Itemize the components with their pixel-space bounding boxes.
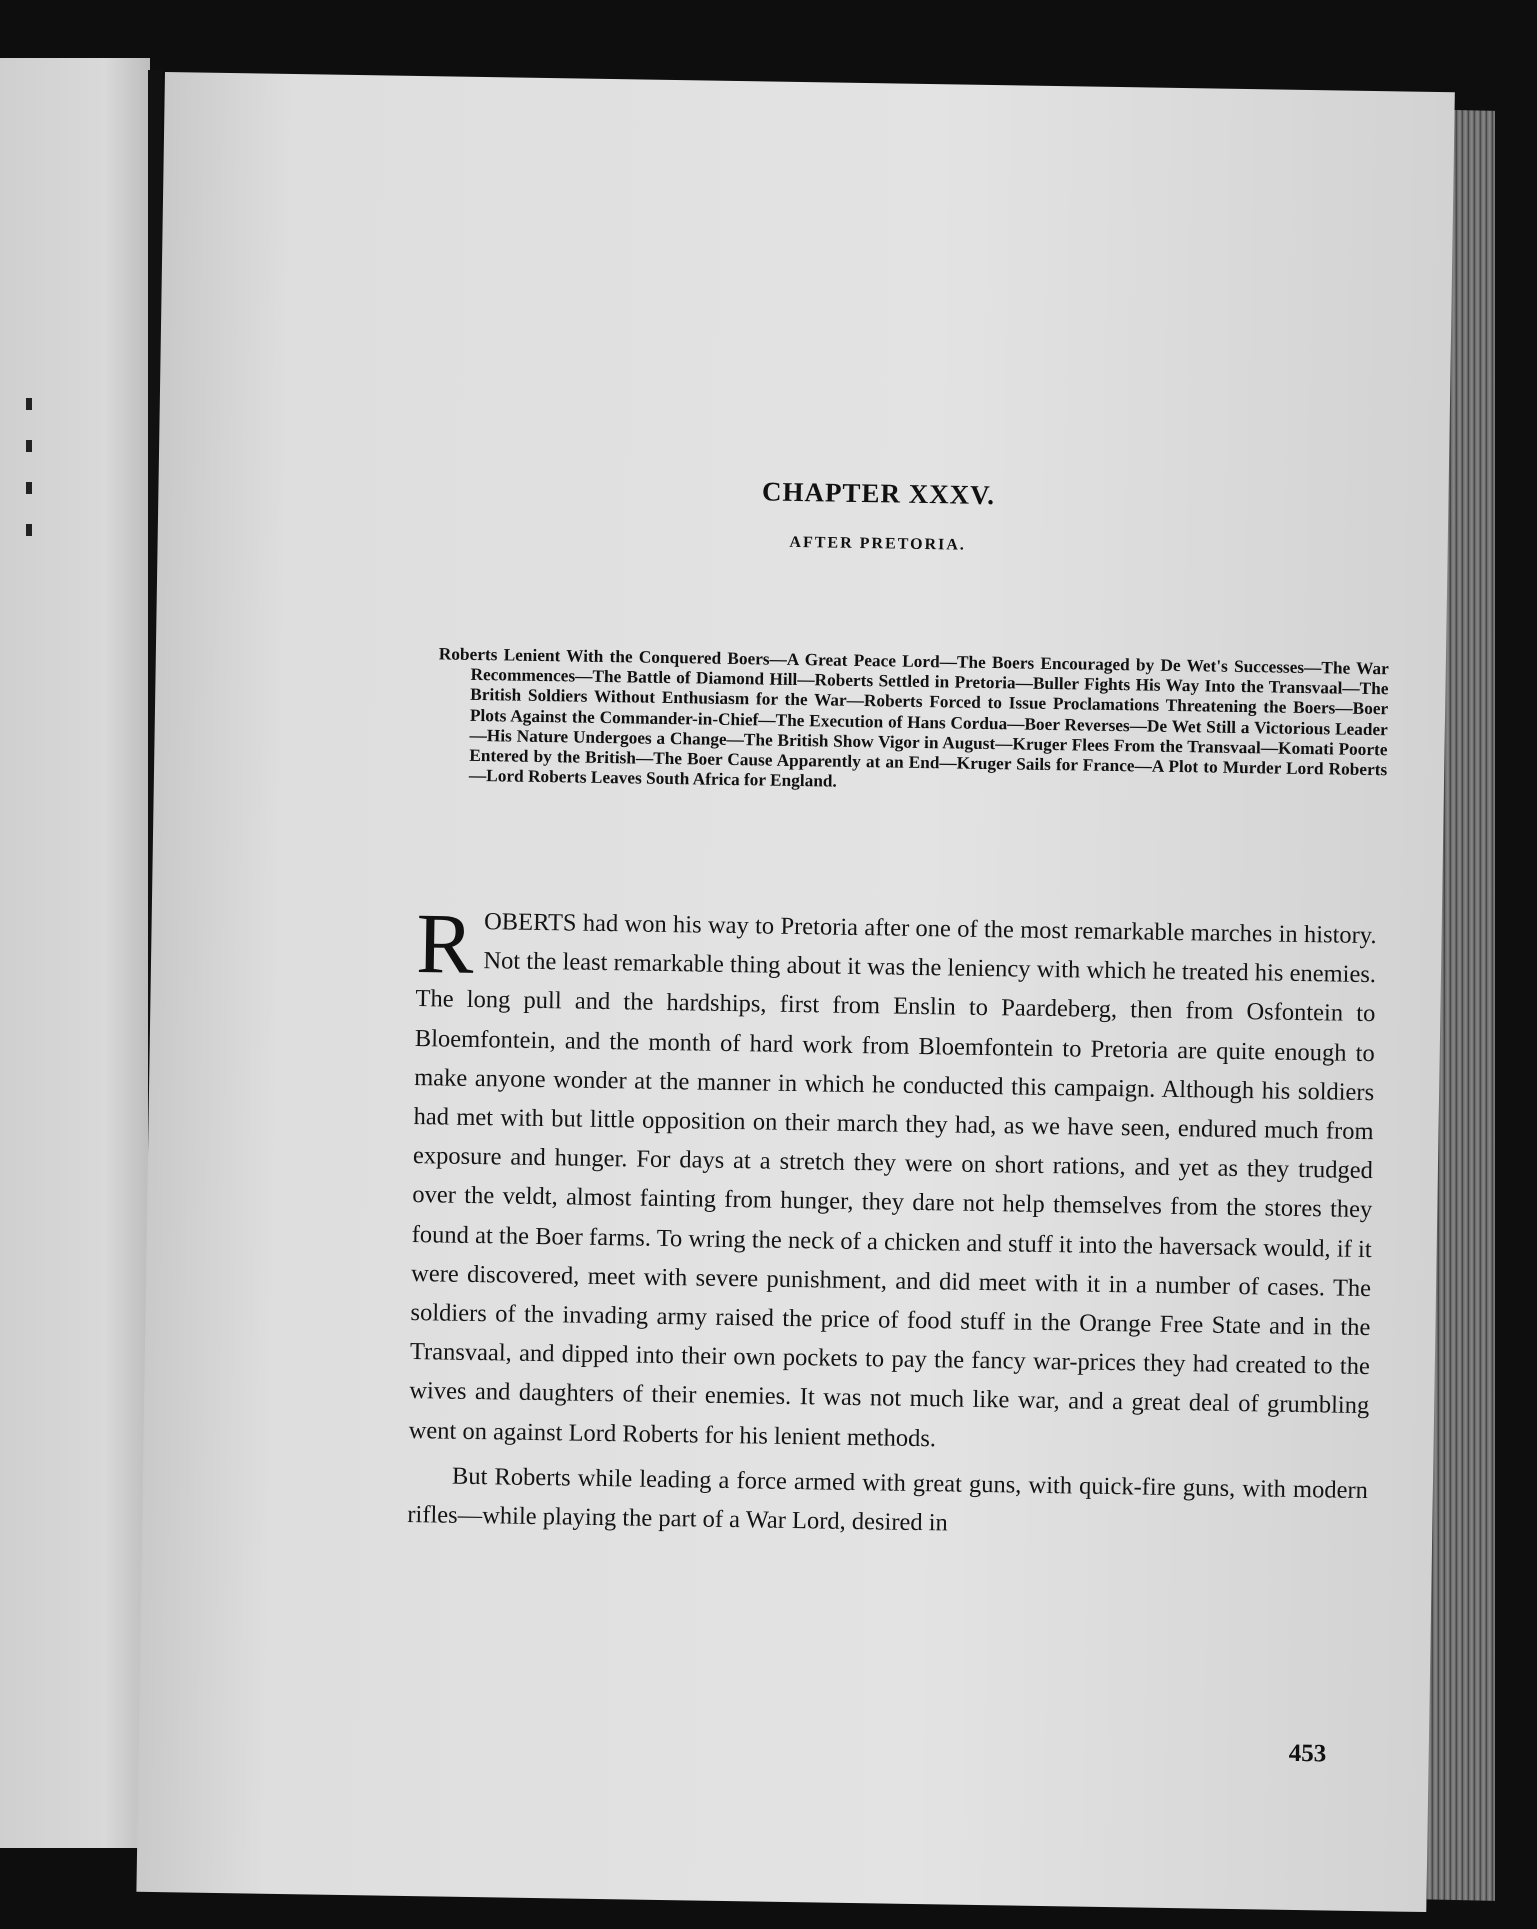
chapter-subtitle: AFTER PRETORIA. xyxy=(789,533,966,554)
page-number: 453 xyxy=(1288,1739,1327,1768)
facing-page-text-fragments xyxy=(26,398,32,566)
chapter-title: CHAPTER XXXV. xyxy=(761,476,996,511)
chapter-body xyxy=(407,895,1377,1549)
chapter-synopsis: Roberts Lenient With the Conquered Boers—A Great Peace Lord—The Boers Encouraged by De Wet's Successes—The War Recommences—The Battle of Diamond Hill—Roberts Settled in Pretoria—Buller Fights His Way Into the Transvaal—The British Soldiers Without Enthusiasm for the War—Roberts Forced to Issue Proclamations Threatening the Boers—Boer Plots Against the Commander-in-Chief—The Execution of Hans Cordua—Boer Reverses—De Wet Still a Victorious Leader—His Nature Undergoes a Change—The British Show Vigor in August—Kruger Flees From the Transvaal—Komati Poorte Entered by the British—The Boer Cause Apparently at an End—Kruger Sails for France—A Plot to Murder Lord Roberts—Lord Roberts Leaves South Africa for England. xyxy=(438,644,1389,791)
drop-cap: R xyxy=(415,895,475,992)
paragraph-2: But Roberts while leading a force armed with great guns, with quick-fire guns, with modern rifles—while playing the part of a War Lord, desired in xyxy=(407,1462,1369,1537)
book-page xyxy=(136,72,1454,1912)
paragraph-1 xyxy=(408,895,1377,1465)
paragraph-1-text: OBERTS had won his way to Pretoria after one of the most remarkable marches in history. Not the least remarkable thing about it was the leniency with which he treated his enemies. The long pull and the hardships, first from Enslin to Paardeberg, then from Osfontein to Bloemfontein, and the month of hard work from Bloemfontein to Pretoria are quite enough to make anyone wonder at the manner in which he conducted this campaign. Although his soldiers had met with but little opposition on their march they had, as we have seen, endured much from exposure and hunger. For days at a stretch they were on short rations, and yet as they trudged over the veldt, almost fainting from hunger, they dare not help themselves from the stores they found at the Boer farms. To wring the neck of a chicken and stuff it into the haversack would, if it were discovered, meet with severe punishment, and did meet with it in a number of cases. The soldiers of the invading army raised the price of food stuff in the Orange Free State and in the Transvaal, and dipped into their own pockets to pay the fancy war-prices they had created to the wives and daughters of their enemies. It was not much like war, and a great deal of grumbling went on against Lord Roberts for his lenient methods. xyxy=(408,908,1377,1452)
facing-page-edge xyxy=(0,58,150,1848)
